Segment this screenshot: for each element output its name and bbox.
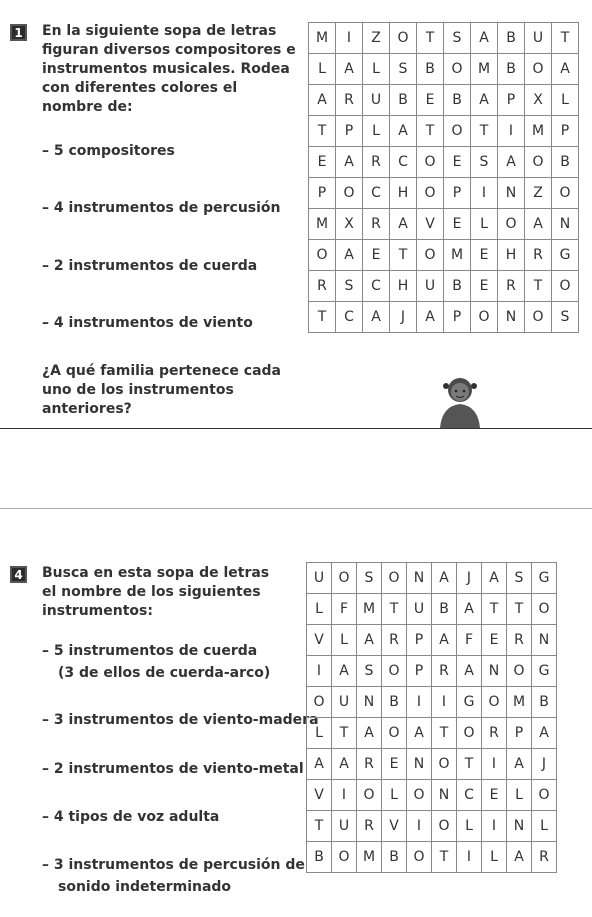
grid-row (309, 116, 579, 147)
grid-cell[interactable]: B (444, 271, 471, 302)
grid-cell[interactable]: P (507, 718, 532, 749)
grid-cell[interactable]: M (357, 594, 382, 625)
grid-cell[interactable]: O (417, 178, 444, 209)
grid-cell[interactable]: T (417, 23, 444, 54)
grid-cell[interactable]: B (498, 23, 525, 54)
grid-cell[interactable]: O (332, 842, 357, 873)
grid-cell[interactable]: O (417, 147, 444, 178)
item-percussion: – 3 instrumentos de percusión de (42, 857, 305, 873)
grid-cell[interactable]: B (552, 147, 579, 178)
grid-cell[interactable]: B (532, 687, 557, 718)
exercise-1 (0, 0, 592, 432)
grid-cell[interactable]: V (307, 780, 332, 811)
grid-cell[interactable]: T (309, 302, 336, 333)
word-search-grid-2 (306, 562, 557, 873)
grid-cell[interactable]: L (471, 209, 498, 240)
grid-cell[interactable]: E (471, 240, 498, 271)
grid-cell[interactable]: B (382, 842, 407, 873)
grid-cell[interactable]: O (525, 147, 552, 178)
grid-cell[interactable]: C (336, 302, 363, 333)
grid-cell[interactable]: L (363, 116, 390, 147)
grid-cell[interactable]: E (444, 147, 471, 178)
grid-cell[interactable]: A (407, 718, 432, 749)
grid-cell[interactable]: P (498, 85, 525, 116)
grid-cell[interactable]: A (498, 147, 525, 178)
grid-cell[interactable]: O (332, 563, 357, 594)
grid-cell[interactable]: I (432, 687, 457, 718)
grid-cell[interactable]: T (482, 594, 507, 625)
grid-row (307, 594, 557, 625)
grid-cell[interactable]: O (532, 594, 557, 625)
grid-cell[interactable]: L (309, 54, 336, 85)
grid-cell[interactable]: H (498, 240, 525, 271)
grid-cell[interactable]: O (390, 23, 417, 54)
grid-cell[interactable]: U (332, 811, 357, 842)
grid-cell[interactable]: T (507, 594, 532, 625)
grid-cell[interactable]: P (309, 178, 336, 209)
grid-cell[interactable]: R (498, 271, 525, 302)
grid-cell[interactable]: R (336, 85, 363, 116)
grid-row (307, 811, 557, 842)
grid-cell[interactable]: B (382, 687, 407, 718)
item-percussion-cont: sonido indeterminado (58, 879, 232, 895)
grid-row (309, 23, 579, 54)
grid-cell[interactable]: P (444, 302, 471, 333)
girl-illustration (430, 368, 490, 428)
grid-cell[interactable]: N (507, 811, 532, 842)
exercise-4-intro: Busca en esta sopa de letras el nombre de los siguientes instrumentos: (42, 565, 270, 619)
grid-cell[interactable]: M (444, 240, 471, 271)
exercise-number-badge: 1 (10, 24, 27, 41)
grid-cell[interactable]: O (532, 780, 557, 811)
grid-cell[interactable]: F (332, 594, 357, 625)
grid-cell[interactable]: U (407, 594, 432, 625)
grid-cell[interactable]: A (357, 625, 382, 656)
grid-cell[interactable]: I (307, 656, 332, 687)
grid-cell[interactable]: T (382, 594, 407, 625)
grid-cell[interactable]: A (390, 116, 417, 147)
grid-cell[interactable]: L (307, 718, 332, 749)
grid-cell[interactable]: X (336, 209, 363, 240)
exercise-4 (0, 540, 592, 917)
grid-cell[interactable]: B (307, 842, 332, 873)
grid-cell[interactable]: T (390, 240, 417, 271)
grid-cell[interactable]: S (471, 147, 498, 178)
grid-cell[interactable]: V (382, 811, 407, 842)
grid-row (309, 178, 579, 209)
grid-cell[interactable]: T (417, 116, 444, 147)
grid-row (307, 749, 557, 780)
grid-cell[interactable]: A (432, 563, 457, 594)
grid-cell[interactable]: E (363, 240, 390, 271)
grid-cell[interactable]: A (363, 302, 390, 333)
grid-cell[interactable]: L (507, 780, 532, 811)
grid-cell[interactable]: A (552, 54, 579, 85)
exercise-1-intro: En la siguiente sopa de letras figuran diversos compositores e instrumentos musicales. Rodea con diferentes colores el nombre de: (42, 23, 296, 115)
grid-cell[interactable]: O (357, 780, 382, 811)
grid-cell[interactable]: O (552, 271, 579, 302)
grid-cell[interactable]: N (407, 563, 432, 594)
grid-cell[interactable]: A (525, 209, 552, 240)
grid-cell[interactable]: T (432, 718, 457, 749)
grid-cell[interactable]: A (507, 749, 532, 780)
grid-row (309, 209, 579, 240)
item-percussion: – 4 instrumentos de percusión (42, 200, 281, 216)
grid-cell[interactable]: E (444, 209, 471, 240)
grid-cell[interactable]: E (382, 749, 407, 780)
grid-cell[interactable]: E (482, 625, 507, 656)
grid-cell[interactable]: M (507, 687, 532, 718)
grid-cell[interactable]: O (382, 656, 407, 687)
grid-cell[interactable]: L (552, 85, 579, 116)
grid-cell[interactable]: A (417, 302, 444, 333)
grid-cell[interactable]: O (457, 718, 482, 749)
grid-cell[interactable]: A (357, 718, 382, 749)
grid-cell[interactable]: S (552, 302, 579, 333)
grid-cell[interactable]: X (525, 85, 552, 116)
grid-row (309, 54, 579, 85)
grid-cell[interactable]: O (482, 687, 507, 718)
grid-cell[interactable]: N (482, 656, 507, 687)
grid-cell[interactable]: N (407, 749, 432, 780)
grid-cell[interactable]: A (390, 209, 417, 240)
grid-cell[interactable]: P (444, 178, 471, 209)
grid-cell[interactable]: M (357, 842, 382, 873)
grid-cell[interactable]: O (307, 687, 332, 718)
grid-cell[interactable]: A (432, 625, 457, 656)
word-search-grid-1 (308, 22, 579, 333)
grid-cell[interactable]: E (482, 780, 507, 811)
grid-cell[interactable]: R (482, 718, 507, 749)
grid-cell[interactable]: O (471, 302, 498, 333)
grid-cell[interactable]: C (457, 780, 482, 811)
grid-cell[interactable]: L (457, 811, 482, 842)
grid-cell[interactable]: A (457, 656, 482, 687)
grid-cell[interactable]: A (507, 842, 532, 873)
grid-cell[interactable]: N (498, 178, 525, 209)
grid-row (307, 563, 557, 594)
grid-cell[interactable]: O (525, 302, 552, 333)
grid-cell[interactable]: J (457, 563, 482, 594)
grid-cell[interactable]: S (390, 54, 417, 85)
grid-cell[interactable]: S (357, 563, 382, 594)
item-string-bow-note: (3 de ellos de cuerda-arco) (58, 665, 271, 681)
grid-cell[interactable]: R (309, 271, 336, 302)
grid-cell[interactable]: T (552, 23, 579, 54)
grid-cell[interactable]: U (363, 85, 390, 116)
grid-cell[interactable]: S (357, 656, 382, 687)
grid-cell[interactable]: M (309, 23, 336, 54)
grid-row (307, 687, 557, 718)
grid-cell[interactable]: B (444, 85, 471, 116)
grid-cell[interactable]: M (309, 209, 336, 240)
grid-cell[interactable]: I (407, 687, 432, 718)
grid-row (309, 240, 579, 271)
grid-cell[interactable]: V (417, 209, 444, 240)
grid-cell[interactable]: R (532, 842, 557, 873)
exercise-1-question: ¿A qué familia pertenece cada uno de los instrumentos anteriores? (42, 363, 281, 417)
grid-cell[interactable]: A (471, 23, 498, 54)
grid-cell[interactable]: A (482, 563, 507, 594)
grid-cell[interactable]: L (332, 625, 357, 656)
grid-cell[interactable]: N (552, 209, 579, 240)
grid-cell[interactable]: P (407, 656, 432, 687)
grid-cell[interactable]: O (498, 209, 525, 240)
grid-cell[interactable]: O (407, 780, 432, 811)
grid-row (309, 147, 579, 178)
grid-cell[interactable]: L (363, 54, 390, 85)
grid-cell[interactable]: G (532, 563, 557, 594)
grid-cell[interactable]: O (444, 54, 471, 85)
grid-cell[interactable]: T (525, 271, 552, 302)
grid-cell[interactable]: A (336, 240, 363, 271)
grid-row (307, 656, 557, 687)
grid-cell[interactable]: O (432, 749, 457, 780)
grid-cell[interactable]: H (390, 178, 417, 209)
grid-row (307, 842, 557, 873)
grid-cell[interactable]: I (457, 842, 482, 873)
grid-cell[interactable]: G (457, 687, 482, 718)
grid-cell[interactable]: B (498, 54, 525, 85)
grid-cell[interactable]: A (457, 594, 482, 625)
grid-cell[interactable]: L (532, 811, 557, 842)
grid-cell[interactable]: O (525, 54, 552, 85)
grid-cell[interactable]: O (309, 240, 336, 271)
grid-cell[interactable]: C (363, 178, 390, 209)
grid-row (307, 718, 557, 749)
grid-cell[interactable]: T (471, 116, 498, 147)
grid-cell[interactable]: P (552, 116, 579, 147)
grid-cell[interactable]: I (332, 780, 357, 811)
grid-cell[interactable]: G (552, 240, 579, 271)
grid-cell[interactable]: C (363, 271, 390, 302)
grid-cell[interactable]: S (444, 23, 471, 54)
grid-cell[interactable]: R (432, 656, 457, 687)
grid-cell[interactable]: F (457, 625, 482, 656)
grid-cell[interactable]: N (432, 780, 457, 811)
grid-cell[interactable]: I (482, 811, 507, 842)
grid-cell[interactable]: I (471, 178, 498, 209)
item-woodwind: – 3 instrumentos de viento-madera (42, 712, 319, 728)
grid-cell[interactable]: O (382, 718, 407, 749)
grid-cell[interactable]: R (382, 625, 407, 656)
item-string-instruments: – 5 instrumentos de cuerda (42, 643, 258, 659)
grid-cell[interactable]: A (471, 85, 498, 116)
grid-row (307, 625, 557, 656)
grid-cell[interactable]: A (336, 147, 363, 178)
item-voice-types: – 4 tipos de voz adulta (42, 809, 220, 825)
grid-cell[interactable]: U (417, 271, 444, 302)
grid-cell[interactable]: T (457, 749, 482, 780)
grid-cell[interactable]: A (332, 749, 357, 780)
grid-cell[interactable]: Z (363, 23, 390, 54)
grid-cell[interactable]: I (336, 23, 363, 54)
grid-cell[interactable]: A (307, 749, 332, 780)
grid-cell[interactable]: B (390, 85, 417, 116)
divider-bottom (0, 508, 592, 509)
grid-cell[interactable]: M (525, 116, 552, 147)
grid-cell[interactable]: L (382, 780, 407, 811)
grid-cell[interactable]: G (532, 656, 557, 687)
grid-cell[interactable]: R (357, 811, 382, 842)
grid-cell[interactable]: Z (525, 178, 552, 209)
grid-cell[interactable]: V (307, 625, 332, 656)
grid-cell[interactable]: A (532, 718, 557, 749)
grid-cell[interactable]: A (332, 656, 357, 687)
grid-row (309, 85, 579, 116)
grid-cell[interactable]: M (471, 54, 498, 85)
grid-row (307, 780, 557, 811)
item-string: – 2 instrumentos de cuerda (42, 258, 258, 274)
grid-cell[interactable]: O (432, 811, 457, 842)
grid-row (309, 271, 579, 302)
grid-cell[interactable]: R (507, 625, 532, 656)
grid-cell[interactable]: O (552, 178, 579, 209)
divider-top (0, 428, 592, 429)
grid-cell[interactable]: J (390, 302, 417, 333)
grid-cell[interactable]: S (507, 563, 532, 594)
grid-cell[interactable]: U (525, 23, 552, 54)
item-wind: – 4 instrumentos de viento (42, 315, 253, 331)
grid-cell[interactable]: I (407, 811, 432, 842)
grid-cell[interactable]: T (307, 811, 332, 842)
grid-cell[interactable]: R (363, 209, 390, 240)
grid-cell[interactable]: U (332, 687, 357, 718)
grid-cell[interactable]: S (336, 271, 363, 302)
grid-cell[interactable]: L (482, 842, 507, 873)
grid-cell[interactable]: T (432, 842, 457, 873)
grid-cell[interactable]: U (307, 563, 332, 594)
grid-cell[interactable]: O (407, 842, 432, 873)
grid-cell[interactable]: A (336, 54, 363, 85)
exercise-number-badge: 4 (10, 566, 27, 583)
grid-cell[interactable]: J (532, 749, 557, 780)
grid-cell[interactable]: E (417, 85, 444, 116)
grid-cell[interactable]: I (482, 749, 507, 780)
grid-cell[interactable]: I (498, 116, 525, 147)
grid-cell[interactable]: A (309, 85, 336, 116)
grid-cell[interactable]: N (498, 302, 525, 333)
item-composers: – 5 compositores (42, 143, 175, 159)
grid-cell[interactable]: O (507, 656, 532, 687)
grid-cell[interactable]: N (532, 625, 557, 656)
item-brass: – 2 instrumentos de viento-metal (42, 761, 304, 777)
grid-cell[interactable]: B (417, 54, 444, 85)
grid-cell[interactable]: R (363, 147, 390, 178)
grid-cell[interactable]: T (332, 718, 357, 749)
grid-cell[interactable]: T (309, 116, 336, 147)
grid-row (309, 302, 579, 333)
grid-cell[interactable]: O (382, 563, 407, 594)
grid-cell[interactable]: O (336, 178, 363, 209)
grid-cell[interactable]: O (444, 116, 471, 147)
grid-cell[interactable]: O (417, 240, 444, 271)
grid-cell[interactable]: L (307, 594, 332, 625)
grid-cell[interactable]: P (336, 116, 363, 147)
grid-cell[interactable]: R (357, 749, 382, 780)
grid-cell[interactable]: B (432, 594, 457, 625)
grid-cell[interactable]: E (309, 147, 336, 178)
grid-cell[interactable]: P (407, 625, 432, 656)
grid-cell[interactable]: H (390, 271, 417, 302)
grid-cell[interactable]: C (390, 147, 417, 178)
grid-cell[interactable]: N (357, 687, 382, 718)
grid-cell[interactable]: R (525, 240, 552, 271)
grid-cell[interactable]: E (471, 271, 498, 302)
